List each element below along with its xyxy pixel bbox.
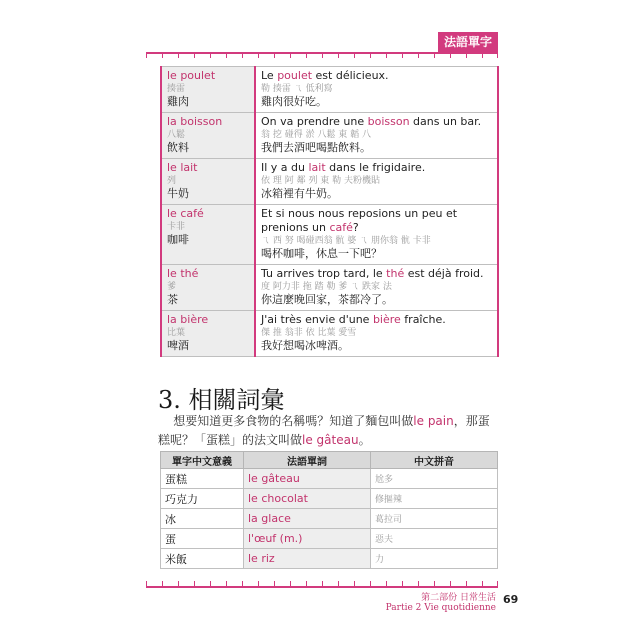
related-header-row — [161, 452, 498, 469]
footer-part-title-fr: Partie 2 Vie quotidienne — [385, 603, 496, 613]
vocab-word-pron: 八鬆 — [167, 130, 186, 140]
vocab-word-cell — [161, 265, 255, 311]
example-sentence-fr — [261, 313, 492, 327]
vocab-word-fr: le lait — [167, 161, 198, 174]
sentence-text: Le — [261, 69, 278, 82]
sentence-text: J'ai très envie d'une — [261, 313, 373, 326]
sentence-text: Il y a du — [261, 161, 309, 174]
sentence-keyword: café — [329, 221, 353, 234]
vocab-word-fr: le café — [167, 207, 204, 220]
col-header-pinyin: 中文拼音 — [371, 452, 498, 469]
example-sentence-zh: 冰箱裡有牛奶。 — [261, 187, 338, 200]
vocab-sentence-cell — [255, 205, 498, 265]
vocab-table — [160, 66, 499, 357]
related-meaning: 蛋 — [161, 529, 244, 549]
sentence-text: est délicieux. — [312, 69, 389, 82]
vocab-sentence-cell — [255, 113, 498, 159]
vocab-row — [161, 159, 498, 205]
sentence-keyword: boisson — [367, 115, 410, 128]
example-sentence-pron: 度 阿力非 拖 踏 勒 爹 ㄟ 跌家 法 — [261, 282, 392, 292]
example-sentence-fr — [261, 115, 492, 129]
vocab-word-pron: 列 — [167, 176, 177, 186]
intro-highlight-pain: le pain — [413, 414, 454, 428]
section-intro — [158, 412, 498, 450]
vocab-row — [161, 205, 498, 265]
related-french: le chocolat — [244, 489, 371, 509]
vocab-row — [161, 311, 498, 357]
related-row — [161, 469, 498, 489]
sentence-keyword: bière — [372, 313, 401, 326]
related-vocab-table — [160, 451, 498, 569]
example-sentence-pron: 傑 推 翁非 依 比葉 愛雪 — [261, 328, 357, 338]
related-french: le riz — [244, 549, 371, 569]
related-row — [161, 549, 498, 569]
vocab-sentence-cell — [255, 311, 498, 357]
vocab-word-zh: 牛奶 — [167, 187, 189, 200]
vocab-word-pron: 揍雷 — [167, 84, 186, 94]
vocab-word-cell — [161, 113, 255, 159]
related-meaning: 冰 — [161, 509, 244, 529]
sentence-text: ? — [352, 221, 359, 234]
related-pinyin: 葛拉司 — [371, 509, 498, 529]
footer-rule — [146, 586, 498, 588]
intro-highlight-gateau: le gâteau — [302, 433, 359, 447]
related-french: la glace — [244, 509, 371, 529]
col-header-french: 法語單詞 — [244, 452, 371, 469]
related-row — [161, 509, 498, 529]
vocab-word-zh: 飲料 — [167, 141, 189, 154]
vocab-word-zh: 雞肉 — [167, 95, 189, 108]
example-sentence-pron: ㄟ 西 努 喝碰西翁 骯 婆 ㄟ 朋你翁 骯 卡非 — [261, 236, 431, 246]
sentence-text: On va prendre une — [261, 115, 368, 128]
sentence-text: est déjà froid. — [404, 267, 484, 280]
example-sentence-pron: 翁 挖 碰得 淤 八鬆 東 韜 八 — [261, 130, 372, 140]
sentence-text: dans le frigidaire. — [325, 161, 426, 174]
sentence-text: Et si nous nous reposions un peu et prenions un — [261, 207, 458, 234]
sentence-text: Tu arrives trop tard, le — [261, 267, 387, 280]
vocab-sentence-cell — [255, 265, 498, 311]
related-row — [161, 529, 498, 549]
vocab-word-fr: la boisson — [167, 115, 223, 128]
vocab-sentence-cell — [255, 67, 498, 113]
related-row — [161, 489, 498, 509]
sentence-keyword: thé — [386, 267, 405, 280]
example-sentence-fr — [261, 267, 492, 281]
vocab-word-zh: 茶 — [167, 293, 178, 306]
vocab-row — [161, 67, 498, 113]
example-sentence-zh: 雞肉很好吃。 — [261, 95, 327, 108]
vocab-word-zh: 啤酒 — [167, 339, 189, 352]
section-tab-label: 法語單字 — [438, 32, 498, 52]
related-meaning: 蛋糕 — [161, 469, 244, 489]
related-meaning: 米飯 — [161, 549, 244, 569]
related-french: le gâteau — [244, 469, 371, 489]
example-sentence-zh: 你這麼晚回家，茶都冷了。 — [261, 293, 393, 306]
example-sentence-zh: 我好想喝冰啤酒。 — [261, 339, 349, 352]
related-meaning: 巧克力 — [161, 489, 244, 509]
intro-text-1: 想要知道更多食物的名稱嗎？知道了麵包叫做 — [173, 414, 414, 428]
section-title: 3. 相關詞彙 — [158, 386, 285, 414]
vocab-word-fr: la bière — [167, 313, 209, 326]
vocab-word-cell — [161, 311, 255, 357]
vocab-row — [161, 113, 498, 159]
example-sentence-fr — [261, 161, 492, 175]
related-pinyin: 力 — [371, 549, 498, 569]
footer-part-title-zh: 第二部份 日常生活 — [421, 593, 496, 603]
sentence-text: fraîche. — [400, 313, 446, 326]
example-sentence-pron: 勒 揍雷 ㄟ 低利寫 — [261, 84, 333, 94]
related-pinyin: 尬多 — [371, 469, 498, 489]
vocab-word-pron: 卡非 — [167, 222, 186, 232]
vocab-word-zh: 咖啡 — [167, 233, 189, 246]
vocab-word-fr: le thé — [167, 267, 199, 280]
sentence-keyword: poulet — [277, 69, 313, 82]
related-french: l'œuf (m.) — [244, 529, 371, 549]
vocab-word-pron: 爹 — [167, 282, 177, 292]
intro-text-2: ，那蛋糕呢？「蛋糕」的法文叫做 — [158, 414, 490, 447]
intro-text-3: 。 — [358, 433, 371, 447]
related-pinyin: 惡夫 — [371, 529, 498, 549]
related-pinyin: 修摳辣 — [371, 489, 498, 509]
vocab-sentence-cell — [255, 159, 498, 205]
example-sentence-fr — [261, 207, 492, 235]
header-ruler-ticks — [146, 53, 498, 58]
example-sentence-fr — [261, 69, 492, 83]
sentence-keyword: lait — [308, 161, 326, 174]
example-sentence-pron: 依 理 阿 鄰 列 東 勒 夫粉機貼 — [261, 176, 381, 186]
vocab-word-cell — [161, 67, 255, 113]
sentence-text: dans un bar. — [409, 115, 482, 128]
col-header-meaning: 單字中文意義 — [161, 452, 244, 469]
page-number: 69 — [503, 593, 519, 606]
example-sentence-zh: 喝杯咖啡，休息一下吧？ — [261, 247, 382, 260]
vocab-word-pron: 比葉 — [167, 328, 186, 338]
vocab-word-cell — [161, 205, 255, 265]
vocab-word-fr: le poulet — [167, 69, 216, 82]
vocab-row — [161, 265, 498, 311]
example-sentence-zh: 我們去酒吧喝點飲料。 — [261, 141, 371, 154]
vocab-word-cell — [161, 159, 255, 205]
